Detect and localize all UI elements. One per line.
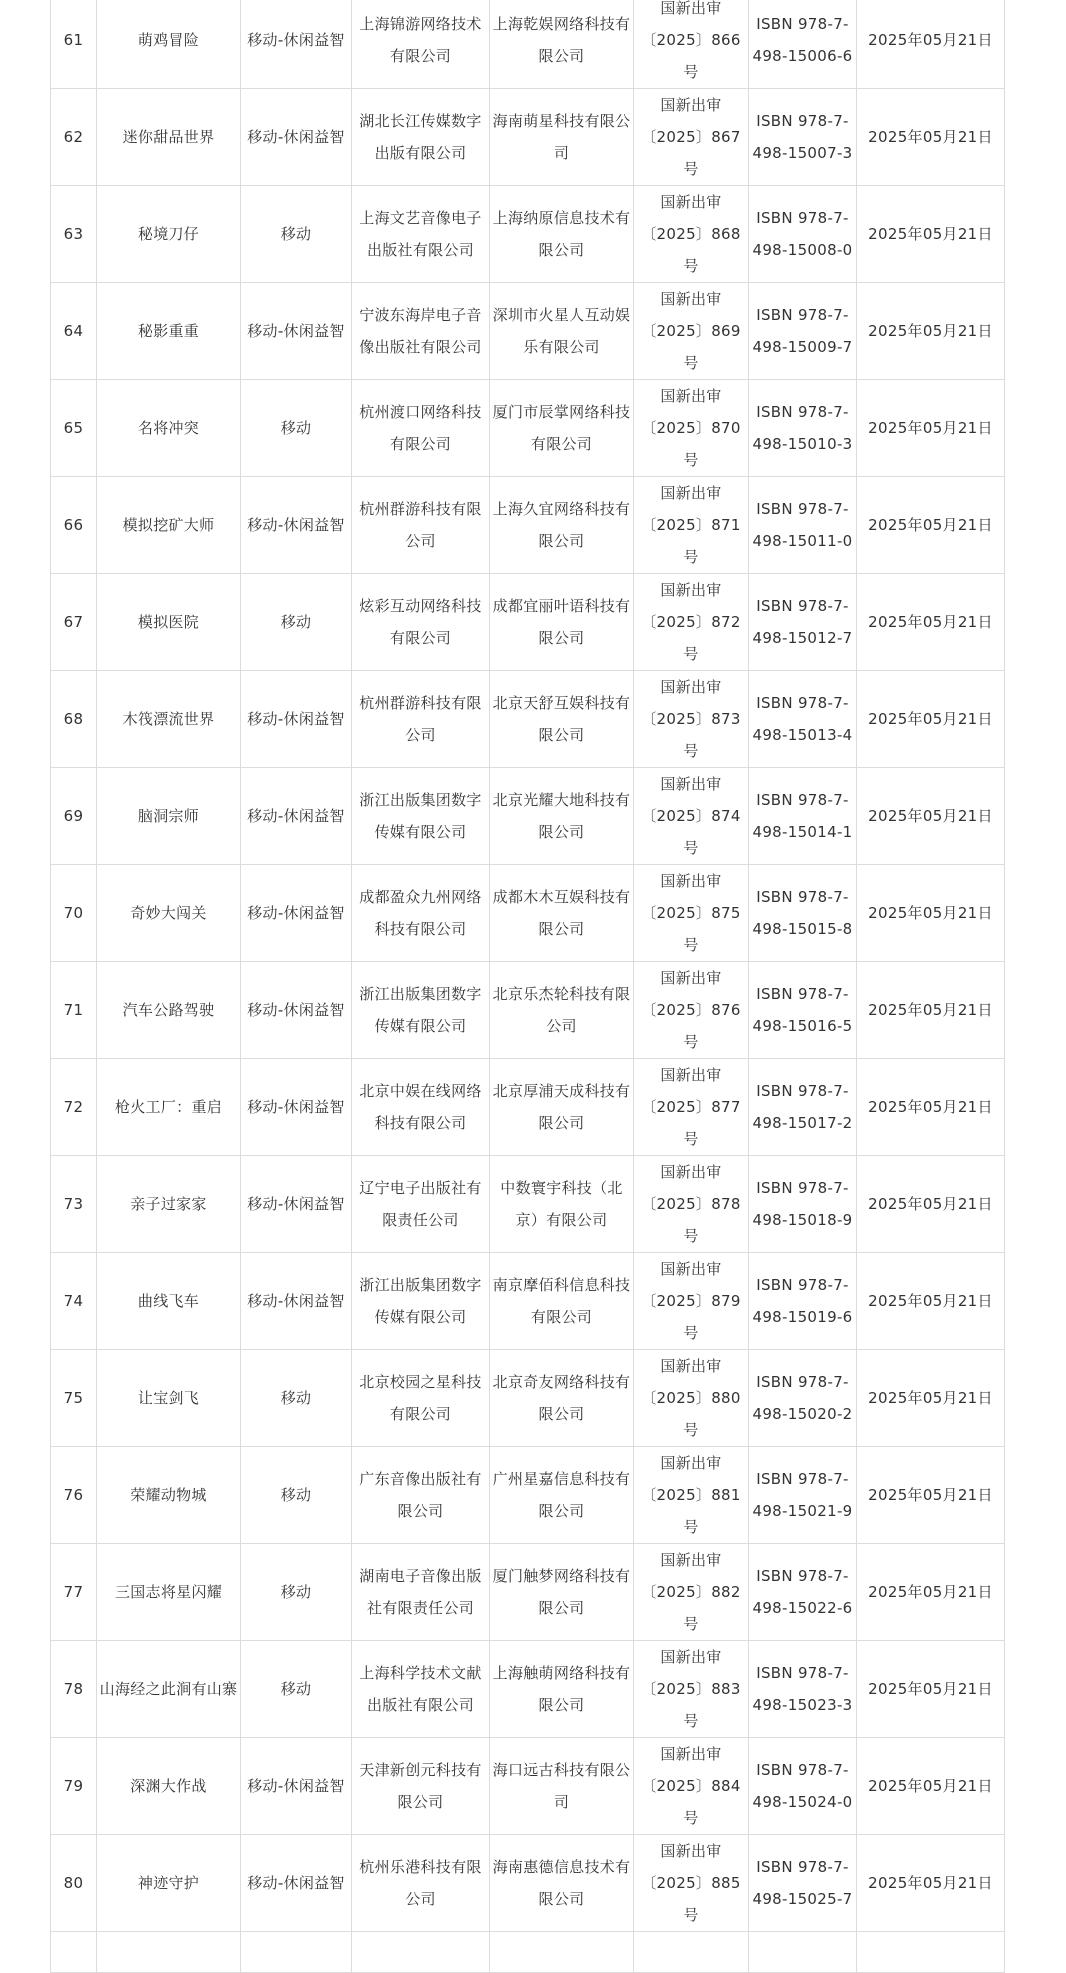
cell-isbn-line-1: ISBN 978-7- [756,209,849,227]
cell-date: 2025年05月21日 [857,283,1005,380]
cell-approval-number-line-2: 〔2025〕881号 [641,1486,741,1536]
cell-number: 66 [51,477,97,574]
cell-category: 移动 [241,380,352,477]
cell-approval-number-line-2: 〔2025〕872号 [641,613,741,663]
cell-approval-number-line-1: 国新出审 [660,484,722,502]
cell-publisher: 宁波东海岸电子音像出版社有限公司 [352,283,490,380]
cell-category: 移动 [241,1641,352,1738]
cell-isbn [749,283,857,380]
table-row [51,1350,1005,1447]
cell-isbn-line-2: 498-15012-7 [752,629,853,647]
cell-approval-number-line-1: 国新出审 [660,1745,722,1763]
table-row [51,89,1005,186]
cell-date: 2025年05月21日 [857,1253,1005,1350]
table-row [51,477,1005,574]
cell-isbn [749,186,857,283]
cell-approval-number [634,1059,749,1156]
cell-operator: 成都木木互娱科技有限公司 [490,865,634,962]
cell-category: 移动-休闲益智 [241,1156,352,1253]
cell-operator: 海口远古科技有限公司 [490,1738,634,1835]
table-row [51,671,1005,768]
cell-isbn [749,380,857,477]
cell-operator: 广州星嘉信息科技有限公司 [490,1447,634,1544]
cell-date: 2025年05月21日 [857,89,1005,186]
cell-isbn-line-2: 498-15010-3 [752,435,853,453]
cell-approval-number-line-1: 国新出审 [660,678,722,696]
cell-game-name: 奇妙大闯关 [97,865,241,962]
cell-category: 移动-休闲益智 [241,1738,352,1835]
game-approval-table [50,0,1005,1973]
table-row [51,1447,1005,1544]
cell-number: 62 [51,89,97,186]
cell-publisher: 杭州乐港科技有限公司 [352,1835,490,1932]
cell-operator: 中数寰宇科技（北京）有限公司 [490,1156,634,1253]
cell-operator: 北京厚浦天成科技有限公司 [490,1059,634,1156]
cell-date: 2025年05月21日 [857,1059,1005,1156]
cell-number: 72 [51,1059,97,1156]
cell-category: 移动-休闲益智 [241,962,352,1059]
cell-isbn [749,574,857,671]
cell-operator: 厦门触梦网络科技有限公司 [490,1544,634,1641]
cell-approval-number [634,574,749,671]
cell-publisher: 成都盈众九州网络科技有限公司 [352,865,490,962]
cell-category: 移动-休闲益智 [241,865,352,962]
cell-cutoff [241,1932,352,1973]
cell-cutoff [490,1932,634,1973]
cell-cutoff [634,1932,749,1973]
cell-isbn [749,1059,857,1156]
cell-approval-number [634,380,749,477]
cell-approval-number [634,1253,749,1350]
cell-game-name: 山海经之此涧有山寨 [97,1641,241,1738]
table-row [51,962,1005,1059]
cell-isbn-line-1: ISBN 978-7- [756,1858,849,1876]
cell-isbn-line-2: 498-15007-3 [752,144,853,162]
cell-isbn-line-2: 498-15020-2 [752,1405,853,1423]
cell-approval-number-line-2: 〔2025〕873号 [641,710,741,760]
cell-isbn-line-1: ISBN 978-7- [756,15,849,33]
cell-operator: 南京摩佰科信息科技有限公司 [490,1253,634,1350]
cell-isbn-line-2: 498-15015-8 [752,920,853,938]
cell-approval-number-line-2: 〔2025〕874号 [641,807,741,857]
cell-approval-number-line-2: 〔2025〕879号 [641,1292,741,1342]
cell-publisher: 北京中娱在线网络科技有限公司 [352,1059,490,1156]
cell-approval-number-line-2: 〔2025〕878号 [641,1195,741,1245]
cell-approval-number-line-2: 〔2025〕870号 [641,419,741,469]
cell-category: 移动 [241,1544,352,1641]
cell-operator: 成都宜丽叶语科技有限公司 [490,574,634,671]
cell-number: 77 [51,1544,97,1641]
cell-date: 2025年05月21日 [857,0,1005,89]
cell-date: 2025年05月21日 [857,1835,1005,1932]
cell-number: 73 [51,1156,97,1253]
cell-isbn [749,1447,857,1544]
cell-approval-number [634,1835,749,1932]
cell-isbn-line-1: ISBN 978-7- [756,1470,849,1488]
cell-publisher: 杭州群游科技有限公司 [352,477,490,574]
cell-approval-number-line-2: 〔2025〕885号 [641,1874,741,1924]
cell-isbn-line-2: 498-15021-9 [752,1502,853,1520]
cell-approval-number [634,865,749,962]
cell-game-name: 三国志将星闪耀 [97,1544,241,1641]
table-row [51,1544,1005,1641]
cell-publisher: 浙江出版集团数字传媒有限公司 [352,768,490,865]
cell-approval-number-line-1: 国新出审 [660,1454,722,1472]
cell-cutoff [857,1932,1005,1973]
approval-table-container [50,0,1004,1973]
cell-publisher: 杭州群游科技有限公司 [352,671,490,768]
cell-operator: 海南惠德信息技术有限公司 [490,1835,634,1932]
cell-publisher: 上海文艺音像电子出版社有限公司 [352,186,490,283]
cell-publisher: 炫彩互动网络科技有限公司 [352,574,490,671]
table-row [51,1059,1005,1156]
cell-approval-number-line-2: 〔2025〕876号 [641,1001,741,1051]
cell-operator: 上海纳原信息技术有限公司 [490,186,634,283]
table-body [51,0,1005,1973]
cell-approval-number [634,283,749,380]
cell-number: 76 [51,1447,97,1544]
cell-isbn-line-2: 498-15013-4 [752,726,853,744]
cell-approval-number-line-1: 国新出审 [660,96,722,114]
cell-isbn-line-1: ISBN 978-7- [756,985,849,1003]
cell-isbn-line-1: ISBN 978-7- [756,1567,849,1585]
table-row [51,283,1005,380]
cell-publisher: 湖南电子音像出版社有限责任公司 [352,1544,490,1641]
cell-game-name: 名将冲突 [97,380,241,477]
cell-date: 2025年05月21日 [857,380,1005,477]
cell-game-name: 迷你甜品世界 [97,89,241,186]
cell-number: 78 [51,1641,97,1738]
cell-game-name: 亲子过家家 [97,1156,241,1253]
cell-number: 70 [51,865,97,962]
cell-isbn-line-1: ISBN 978-7- [756,597,849,615]
cell-isbn-line-2: 498-15022-6 [752,1599,853,1617]
cell-approval-number-line-2: 〔2025〕882号 [641,1583,741,1633]
cell-approval-number-line-1: 国新出审 [660,1260,722,1278]
table-row [51,574,1005,671]
cell-isbn-line-1: ISBN 978-7- [756,112,849,130]
cell-isbn [749,962,857,1059]
cell-operator: 北京天舒互娱科技有限公司 [490,671,634,768]
cell-approval-number [634,89,749,186]
cell-number: 74 [51,1253,97,1350]
cell-category: 移动-休闲益智 [241,1835,352,1932]
cell-approval-number-line-2: 〔2025〕866号 [641,31,741,81]
cell-publisher: 广东音像出版社有限公司 [352,1447,490,1544]
cell-approval-number [634,186,749,283]
cell-game-name: 秘影重重 [97,283,241,380]
cell-publisher: 浙江出版集团数字传媒有限公司 [352,1253,490,1350]
table-row [51,0,1005,89]
cell-number: 67 [51,574,97,671]
cell-game-name: 模拟医院 [97,574,241,671]
cell-game-name: 汽车公路驾驶 [97,962,241,1059]
cell-approval-number [634,1447,749,1544]
cell-isbn-line-2: 498-15024-0 [752,1793,853,1811]
cell-isbn-line-2: 498-15017-2 [752,1114,853,1132]
cell-isbn-line-1: ISBN 978-7- [756,403,849,421]
cell-isbn [749,1253,857,1350]
cell-isbn-line-1: ISBN 978-7- [756,500,849,518]
cell-category: 移动-休闲益智 [241,1253,352,1350]
cell-game-name: 枪火工厂：重启 [97,1059,241,1156]
cell-category: 移动 [241,186,352,283]
cell-category: 移动 [241,574,352,671]
cell-publisher: 上海锦游网络技术有限公司 [352,0,490,89]
table-row-cutoff [51,1932,1005,1973]
cell-publisher: 辽宁电子出版社有限责任公司 [352,1156,490,1253]
cell-approval-number [634,1156,749,1253]
table-row [51,186,1005,283]
cell-number: 63 [51,186,97,283]
cell-number: 65 [51,380,97,477]
cell-isbn-line-1: ISBN 978-7- [756,888,849,906]
cell-number: 75 [51,1350,97,1447]
cell-date: 2025年05月21日 [857,186,1005,283]
cell-isbn-line-1: ISBN 978-7- [756,1276,849,1294]
cell-game-name: 让宝剑飞 [97,1350,241,1447]
cell-number: 71 [51,962,97,1059]
cell-isbn-line-1: ISBN 978-7- [756,1761,849,1779]
table-row [51,1641,1005,1738]
cell-approval-number [634,477,749,574]
cell-approval-number-line-1: 国新出审 [660,775,722,793]
cell-approval-number-line-2: 〔2025〕868号 [641,225,741,275]
cell-approval-number-line-1: 国新出审 [660,1648,722,1666]
cell-game-name: 萌鸡冒险 [97,0,241,89]
cell-category: 移动 [241,1447,352,1544]
cell-approval-number-line-1: 国新出审 [660,193,722,211]
cell-approval-number-line-1: 国新出审 [660,872,722,890]
cell-approval-number-line-2: 〔2025〕869号 [641,322,741,372]
cell-isbn-line-2: 498-15019-6 [752,1308,853,1326]
cell-isbn [749,89,857,186]
table-row [51,768,1005,865]
cell-isbn [749,1835,857,1932]
cell-approval-number-line-1: 国新出审 [660,0,722,17]
cell-isbn [749,1641,857,1738]
cell-approval-number-line-2: 〔2025〕867号 [641,128,741,178]
cell-category: 移动-休闲益智 [241,671,352,768]
cell-game-name: 荣耀动物城 [97,1447,241,1544]
cell-number: 69 [51,768,97,865]
cell-game-name: 木筏漂流世界 [97,671,241,768]
cell-publisher: 湖北长江传媒数字出版有限公司 [352,89,490,186]
cell-date: 2025年05月21日 [857,1350,1005,1447]
cell-isbn-line-1: ISBN 978-7- [756,306,849,324]
cell-isbn-line-1: ISBN 978-7- [756,1082,849,1100]
cell-date: 2025年05月21日 [857,574,1005,671]
cell-isbn [749,477,857,574]
cell-approval-number [634,962,749,1059]
cell-number: 80 [51,1835,97,1932]
cell-date: 2025年05月21日 [857,865,1005,962]
cell-cutoff [51,1932,97,1973]
cell-category: 移动-休闲益智 [241,0,352,89]
cell-isbn-line-2: 498-15011-0 [752,532,853,550]
cell-cutoff [352,1932,490,1973]
cell-approval-number-line-2: 〔2025〕883号 [641,1680,741,1730]
cell-date: 2025年05月21日 [857,1447,1005,1544]
cell-date: 2025年05月21日 [857,962,1005,1059]
cell-game-name: 秘境刀仔 [97,186,241,283]
cell-number: 79 [51,1738,97,1835]
cell-number: 61 [51,0,97,89]
cell-date: 2025年05月21日 [857,1738,1005,1835]
cell-game-name: 神迹守护 [97,1835,241,1932]
cell-isbn-line-2: 498-15009-7 [752,338,853,356]
cell-game-name: 脑洞宗师 [97,768,241,865]
cell-category: 移动-休闲益智 [241,768,352,865]
cell-approval-number-line-2: 〔2025〕880号 [641,1389,741,1439]
cell-isbn-line-1: ISBN 978-7- [756,1373,849,1391]
cell-approval-number-line-2: 〔2025〕877号 [641,1098,741,1148]
cell-publisher: 上海科学技术文献出版社有限公司 [352,1641,490,1738]
cell-isbn [749,671,857,768]
cell-isbn-line-2: 498-15023-3 [752,1696,853,1714]
cell-date: 2025年05月21日 [857,768,1005,865]
cell-category: 移动 [241,1350,352,1447]
cell-approval-number [634,1641,749,1738]
cell-approval-number-line-1: 国新出审 [660,1842,722,1860]
cell-operator: 北京光耀大地科技有限公司 [490,768,634,865]
cell-approval-number [634,1350,749,1447]
cell-approval-number [634,1544,749,1641]
cell-publisher: 杭州渡口网络科技有限公司 [352,380,490,477]
table-row [51,380,1005,477]
cell-operator: 北京乐杰轮科技有限公司 [490,962,634,1059]
cell-approval-number-line-1: 国新出审 [660,290,722,308]
cell-isbn [749,865,857,962]
cell-number: 64 [51,283,97,380]
cell-publisher: 北京校园之星科技有限公司 [352,1350,490,1447]
cell-isbn [749,1738,857,1835]
cell-date: 2025年05月21日 [857,1544,1005,1641]
cell-operator: 上海久宜网络科技有限公司 [490,477,634,574]
table-row [51,865,1005,962]
cell-cutoff [749,1932,857,1973]
cell-number: 68 [51,671,97,768]
cell-operator: 北京奇友网络科技有限公司 [490,1350,634,1447]
cell-operator: 上海触萌网络科技有限公司 [490,1641,634,1738]
cell-isbn-line-2: 498-15014-1 [752,823,853,841]
cell-category: 移动-休闲益智 [241,477,352,574]
cell-cutoff [97,1932,241,1973]
cell-isbn-line-1: ISBN 978-7- [756,1664,849,1682]
cell-approval-number-line-1: 国新出审 [660,1551,722,1569]
cell-isbn [749,0,857,89]
cell-date: 2025年05月21日 [857,1156,1005,1253]
cell-approval-number-line-2: 〔2025〕875号 [641,904,741,954]
cell-publisher: 浙江出版集团数字传媒有限公司 [352,962,490,1059]
cell-approval-number-line-2: 〔2025〕871号 [641,516,741,566]
cell-approval-number [634,671,749,768]
cell-approval-number-line-1: 国新出审 [660,1066,722,1084]
table-row [51,1835,1005,1932]
cell-date: 2025年05月21日 [857,477,1005,574]
cell-isbn [749,1156,857,1253]
table-row [51,1156,1005,1253]
cell-isbn-line-2: 498-15006-6 [752,47,853,65]
table-row [51,1738,1005,1835]
cell-approval-number-line-1: 国新出审 [660,1357,722,1375]
cell-isbn-line-2: 498-15016-5 [752,1017,853,1035]
cell-approval-number-line-2: 〔2025〕884号 [641,1777,741,1827]
cell-isbn-line-2: 498-15025-7 [752,1890,853,1908]
cell-operator: 厦门市辰掌网络科技有限公司 [490,380,634,477]
cell-isbn-line-2: 498-15018-9 [752,1211,853,1229]
cell-approval-number [634,1738,749,1835]
cell-category: 移动-休闲益智 [241,89,352,186]
cell-isbn-line-1: ISBN 978-7- [756,1179,849,1197]
cell-approval-number [634,768,749,865]
cell-game-name: 曲线飞车 [97,1253,241,1350]
cell-category: 移动-休闲益智 [241,1059,352,1156]
cell-approval-number-line-1: 国新出审 [660,581,722,599]
cell-isbn [749,768,857,865]
cell-isbn [749,1350,857,1447]
cell-isbn-line-1: ISBN 978-7- [756,694,849,712]
cell-publisher: 天津新创元科技有限公司 [352,1738,490,1835]
cell-isbn [749,1544,857,1641]
cell-date: 2025年05月21日 [857,671,1005,768]
cell-operator: 上海乾娱网络科技有限公司 [490,0,634,89]
cell-operator: 深圳市火星人互动娱乐有限公司 [490,283,634,380]
cell-isbn-line-2: 498-15008-0 [752,241,853,259]
cell-isbn-line-1: ISBN 978-7- [756,791,849,809]
cell-category: 移动-休闲益智 [241,283,352,380]
cell-date: 2025年05月21日 [857,1641,1005,1738]
cell-approval-number-line-1: 国新出审 [660,387,722,405]
cell-approval-number-line-1: 国新出审 [660,969,722,987]
cell-approval-number [634,0,749,89]
cell-game-name: 深渊大作战 [97,1738,241,1835]
cell-operator: 海南萌星科技有限公司 [490,89,634,186]
table-row [51,1253,1005,1350]
cell-game-name: 模拟挖矿大师 [97,477,241,574]
cell-approval-number-line-1: 国新出审 [660,1163,722,1181]
